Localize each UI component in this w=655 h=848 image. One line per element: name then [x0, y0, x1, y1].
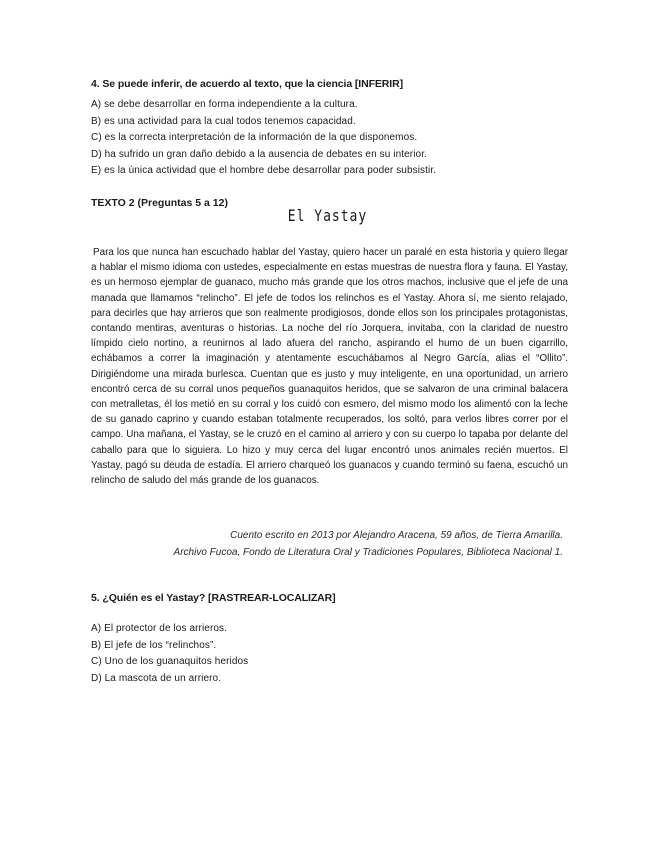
- story-body: Para los que nunca han escuchado hablar del Yastay, quiero hacer un paralé en esta historia y quiero llegar a hablar el mismo idioma con ustedes, especialmente en estas muestras de nuestra flora y fauna. El Yastay, es un hermoso ejemplar de guanaco, mucho más grande que los otros machos, inclusive que el jefe de una manada que llamamos “relincho”. El jefe de todos los relinchos es el Yastay. Ahora sí, me siento relajado, para decirles que hay arrieros que son realmente prodigiosos, donde ellos son los principales protagonistas, contando mentiras, aventuras o historias. La noche del río Jorquera, invitaba, con la claridad de nuestro límpido cielo nortino, a reunirnos al lado afuera del rancho, aspirando el humo de un buen cigarrillo, echábamos a correr la imaginación y atentamente escuchábamos al Negro García, alias el “Ollito”. Dirigiéndome una mirada burlesca. Cuentan que es justo y muy inteligente, en una oportunidad, un arriero encontró cerca de su corral unos pequeños guanaquitos heridos, que se salvaron de una criminal balacera con metralletas, él los metió en su corral y los cuidó con esmero, del mismo modo los alimentó con la leche de su ganado caprino y cuando estaban totalmente recuperados, los soltó, para verlos libres correr por el campo. Una mañana, el Yastay, se le cruzó en el camino al arriero y con su cuerpo lo tapaba por delante del caballo para que lo siguiera. Lo hizo y muy cerca del lugar encontró unos animales recién muertos. El Yastay, pagó su deuda de estadía. El arriero charqueó los guanacos y cuando terminó su faena, escuchó un relincho de saludo del más grande de los guanacos.: [91, 247, 568, 487]
- question-5-title: 5. ¿Quién es el Yastay? [RASTREAR-LOCALIZAR]: [91, 592, 336, 604]
- story-credits: [174, 527, 563, 561]
- credit-line-2: Archivo Fucoa, Fondo de Literatura Oral y Tradiciones Populares, Biblioteca Nacional 1.: [173, 547, 563, 558]
- texto-2-label: TEXTO 2 (Preguntas 5 a 12): [91, 197, 228, 209]
- question-4-options: [91, 97, 436, 180]
- question-5-option-c[interactable]: C) Uno de los guanaquitos heridos: [91, 656, 249, 667]
- question-4-option-a[interactable]: A) se debe desarrollar en forma independiente a la cultura.: [91, 99, 358, 110]
- question-5-option-d[interactable]: D) La mascota de un arriero.: [91, 672, 222, 684]
- question-5-options: [91, 621, 248, 687]
- question-5-option-a[interactable]: A) El protector de los arrieros.: [91, 623, 228, 634]
- question-4-title: 4. Se puede inferir, de acuerdo al texto, que la ciencia [INFERIR]: [91, 78, 403, 90]
- question-4-option-d[interactable]: D) ha sufrido un gran daño debido a la ausencia de debates en su interior.: [91, 148, 427, 160]
- question-4-option-c[interactable]: C) es la correcta interpretación de la información de la que disponemos.: [91, 132, 418, 143]
- credit-line-1: Cuento escrito en 2013 por Alejandro Aracena, 59 años, de Tierra Amarilla.: [230, 530, 563, 541]
- question-4-option-b[interactable]: B) es una actividad para la cual todos tenemos capacidad.: [91, 115, 356, 127]
- question-5-option-b[interactable]: B) El jefe de los “relinchos”.: [91, 639, 217, 651]
- story-title: El Yastay: [287, 207, 368, 226]
- question-4-option-e[interactable]: E) es la única actividad que el hombre debe desarrollar para poder subsistir.: [91, 165, 437, 176]
